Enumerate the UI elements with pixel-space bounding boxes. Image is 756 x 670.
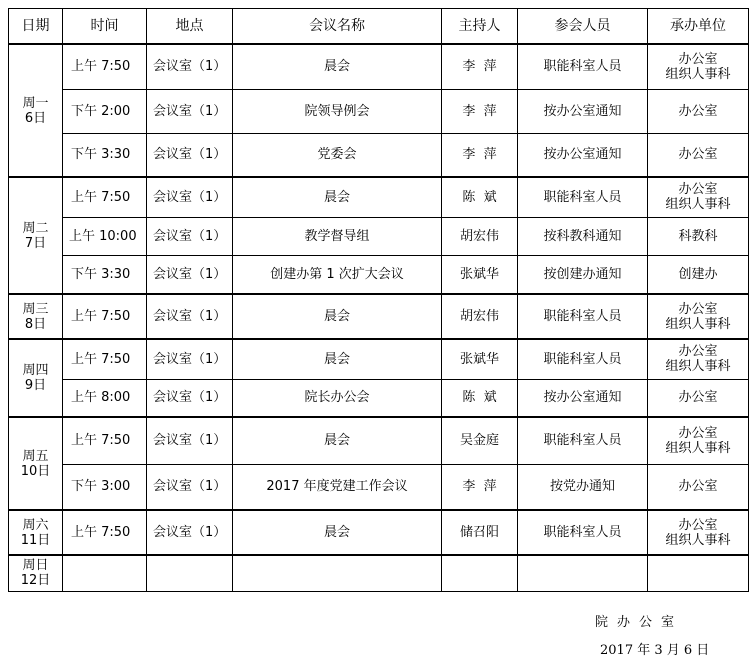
meeting-organizer [648, 177, 749, 217]
meeting-place: 会议室（1） [147, 44, 233, 89]
meeting-place: 会议室（1） [147, 339, 233, 379]
meeting-name: 2017 年度党建工作会议 [233, 464, 442, 510]
meeting-organizer: 办公室 [648, 379, 749, 417]
day-cell [9, 44, 63, 177]
meeting-time: 上午 10:00 [63, 217, 147, 255]
meeting-place: 会议室（1） [147, 379, 233, 417]
meeting-attendees: 职能科室人员 [518, 510, 648, 555]
meeting-name: 晨会 [233, 339, 442, 379]
meeting-organizer: 创建办 [648, 255, 749, 294]
meeting-name: 院领导例会 [233, 89, 442, 133]
organizer-line: 组织人事科 [665, 440, 731, 456]
header-meeting-name: 会议名称 [233, 9, 442, 45]
organizer-line: 办公室 [678, 517, 718, 533]
header-organizer: 承办单位 [648, 9, 749, 45]
empty-cell [518, 555, 648, 591]
meeting-attendees: 按办公室通知 [518, 89, 648, 133]
meeting-name: 晨会 [233, 510, 442, 555]
meeting-organizer [648, 417, 749, 464]
organizer-line: 组织人事科 [665, 197, 731, 213]
meeting-time: 下午 3:30 [63, 133, 147, 177]
meeting-place: 会议室（1） [147, 510, 233, 555]
meeting-host: 胡宏伟 [442, 217, 518, 255]
meeting-time: 下午 2:00 [63, 89, 147, 133]
organizer-line: 组织人事科 [665, 532, 731, 548]
meeting-time: 上午 7:50 [63, 177, 147, 217]
meeting-organizer [648, 294, 749, 339]
meeting-name: 党委会 [233, 133, 442, 177]
meeting-place: 会议室（1） [147, 133, 233, 177]
meeting-organizer: 办公室 [648, 464, 749, 510]
header-row [9, 9, 749, 45]
table-row [9, 555, 749, 591]
organizer-line: 办公室 [678, 425, 718, 441]
meeting-place: 会议室（1） [147, 294, 233, 339]
empty-cell [147, 555, 233, 591]
header-host: 主持人 [442, 9, 518, 45]
meeting-name: 创建办第 1 次扩大会议 [233, 255, 442, 294]
meeting-name: 教学督导组 [233, 217, 442, 255]
header-place: 地点 [147, 9, 233, 45]
meeting-name: 晨会 [233, 177, 442, 217]
meeting-organizer [648, 339, 749, 379]
meeting-place: 会议室（1） [147, 417, 233, 464]
day-cell [9, 555, 63, 591]
day-date: 6日 [24, 110, 47, 126]
organizer-line: 办公室 [678, 51, 718, 67]
meeting-place: 会议室（1） [147, 464, 233, 510]
meeting-time: 下午 3:00 [63, 464, 147, 510]
meeting-attendees: 职能科室人员 [518, 339, 648, 379]
meeting-attendees: 按创建办通知 [518, 255, 648, 294]
day-label: 周一 [22, 95, 49, 111]
day-date: 10日 [20, 463, 51, 479]
meeting-organizer: 科教科 [648, 217, 749, 255]
day-date: 9日 [24, 378, 47, 393]
meeting-host: 张斌华 [442, 255, 518, 294]
meeting-place: 会议室（1） [147, 177, 233, 217]
header-attendees: 参会人员 [518, 9, 648, 45]
meeting-host: 李 萍 [442, 44, 518, 89]
meeting-time: 上午 7:50 [63, 510, 147, 555]
day-date: 7日 [24, 235, 47, 251]
meeting-attendees: 按办公室通知 [518, 379, 648, 417]
empty-cell [648, 555, 749, 591]
organizer-line: 组织人事科 [665, 359, 731, 375]
day-label: 周日 [22, 558, 49, 574]
meeting-host: 胡宏伟 [442, 294, 518, 339]
day-cell [9, 510, 63, 555]
organizer-line: 办公室 [678, 182, 718, 198]
meeting-attendees: 按党办通知 [518, 464, 648, 510]
organizer-line: 办公室 [678, 344, 718, 360]
table-row [9, 44, 749, 89]
meeting-host: 陈 斌 [442, 177, 518, 217]
meeting-name: 院长办公会 [233, 379, 442, 417]
meeting-attendees: 按办公室通知 [518, 133, 648, 177]
meeting-attendees: 职能科室人员 [518, 417, 648, 464]
meeting-name: 晨会 [233, 294, 442, 339]
meeting-organizer [648, 510, 749, 555]
day-cell [9, 417, 63, 510]
meeting-host: 陈 斌 [442, 379, 518, 417]
day-date: 8日 [24, 316, 47, 332]
table-row [9, 379, 749, 417]
day-date: 11日 [20, 532, 51, 548]
organizer-line: 组织人事科 [665, 66, 731, 82]
day-cell [9, 177, 63, 294]
table-row [9, 133, 749, 177]
meeting-time: 上午 7:50 [63, 417, 147, 464]
meeting-place: 会议室（1） [147, 217, 233, 255]
meeting-organizer: 办公室 [648, 133, 749, 177]
empty-cell [233, 555, 442, 591]
meeting-host: 张斌华 [442, 339, 518, 379]
organizer-line: 办公室 [678, 301, 718, 317]
meeting-time: 上午 7:50 [63, 44, 147, 89]
table-row [9, 510, 749, 555]
meeting-time: 上午 7:50 [63, 339, 147, 379]
issue-date: 2017 年 3 月 6 日 [600, 643, 710, 658]
meeting-host: 李 萍 [442, 133, 518, 177]
header-time: 时间 [63, 9, 147, 45]
table-row [9, 464, 749, 510]
meeting-name: 晨会 [233, 44, 442, 89]
meeting-attendees: 职能科室人员 [518, 44, 648, 89]
day-label: 周四 [22, 363, 49, 378]
table-row [9, 417, 749, 464]
meeting-time: 上午 7:50 [63, 294, 147, 339]
meeting-organizer [648, 44, 749, 89]
table-row [9, 177, 749, 217]
table-row [9, 89, 749, 133]
meeting-attendees: 职能科室人员 [518, 294, 648, 339]
header-date: 日期 [9, 9, 63, 45]
meeting-host: 李 萍 [442, 89, 518, 133]
table-row [9, 339, 749, 379]
day-date: 12日 [20, 573, 51, 589]
table-row [9, 255, 749, 294]
meeting-organizer: 办公室 [648, 89, 749, 133]
organizer-line: 组织人事科 [665, 316, 731, 332]
table-row [9, 217, 749, 255]
meeting-time: 上午 8:00 [63, 379, 147, 417]
day-cell [9, 294, 63, 339]
meeting-host: 吴金庭 [442, 417, 518, 464]
meeting-place: 会议室（1） [147, 89, 233, 133]
meeting-host: 李 萍 [442, 464, 518, 510]
day-label: 周三 [22, 301, 49, 317]
meeting-schedule-table [8, 8, 749, 592]
empty-cell [63, 555, 147, 591]
day-label: 周二 [22, 220, 49, 236]
day-cell [9, 339, 63, 417]
meeting-host: 储召阳 [442, 510, 518, 555]
meeting-time: 下午 3:30 [63, 255, 147, 294]
issuing-office: 院办公室 [595, 615, 684, 630]
meeting-name: 晨会 [233, 417, 442, 464]
table-row [9, 294, 749, 339]
meeting-attendees: 按科教科通知 [518, 217, 648, 255]
day-label: 周六 [22, 517, 49, 533]
empty-cell [442, 555, 518, 591]
meeting-place: 会议室（1） [147, 255, 233, 294]
day-label: 周五 [22, 448, 49, 464]
meeting-attendees: 职能科室人员 [518, 177, 648, 217]
